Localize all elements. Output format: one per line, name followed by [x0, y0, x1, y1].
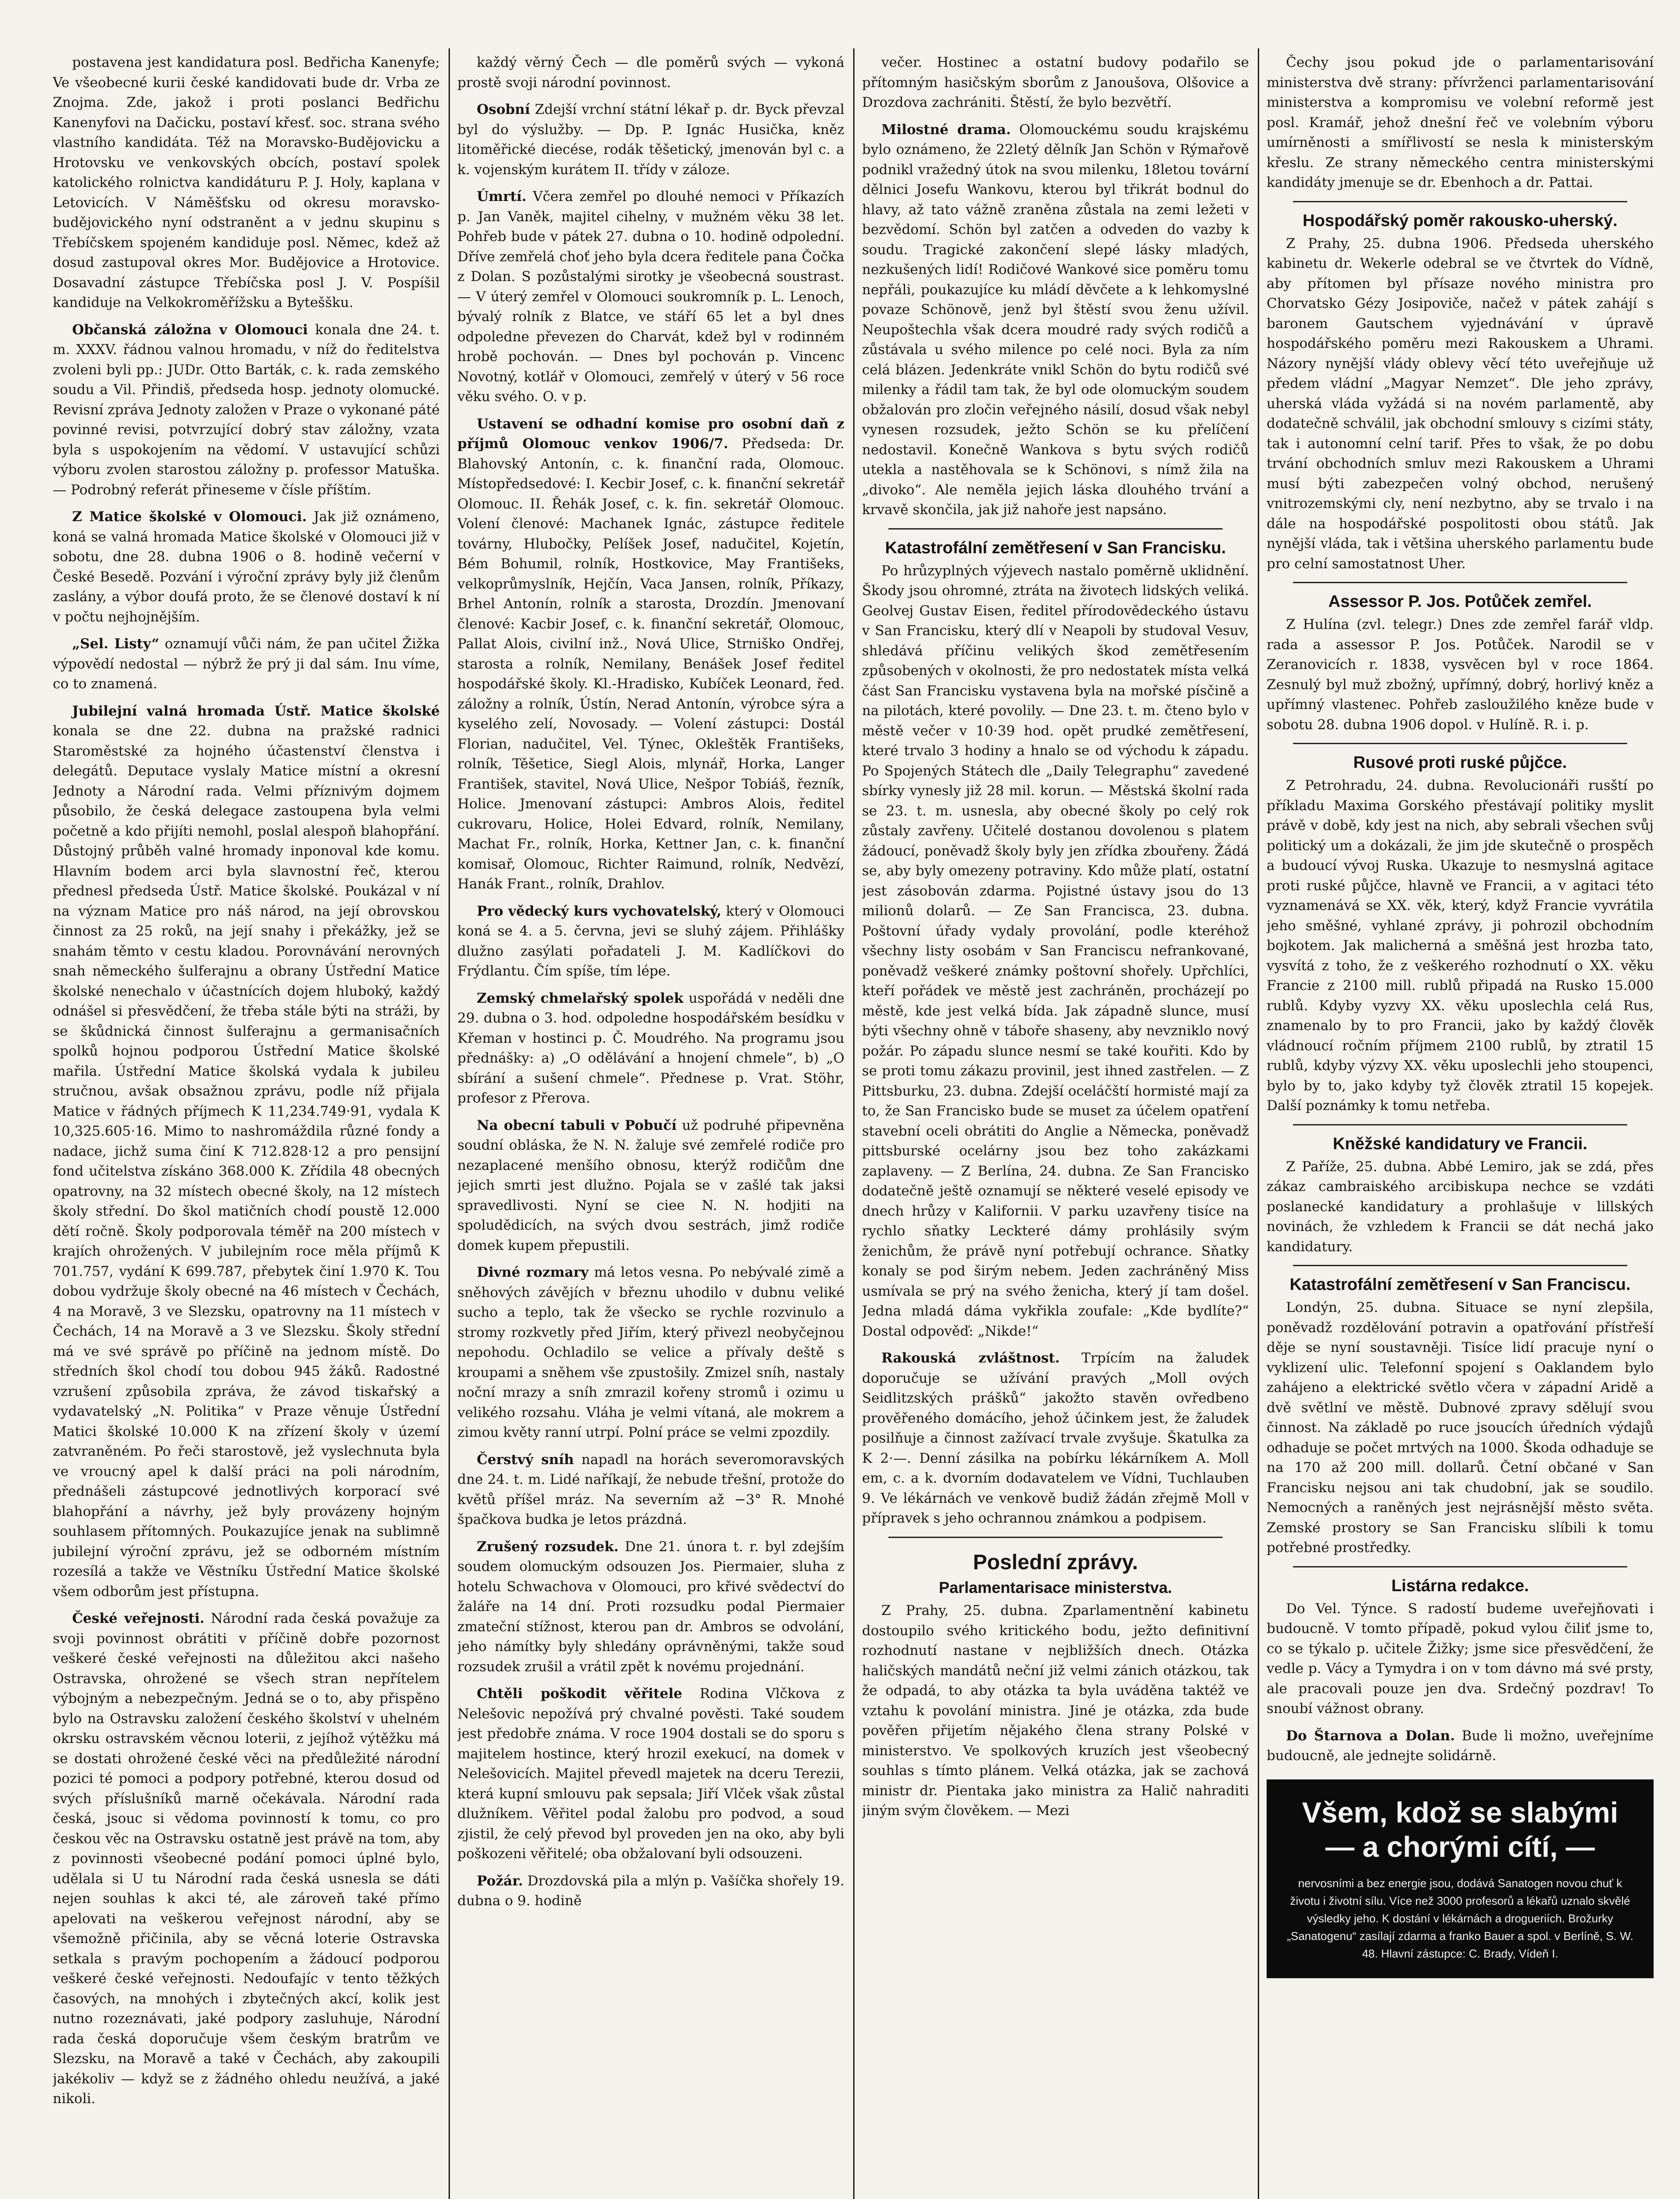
article-heading: Katastrofální zemětřesení v San Franciscu. [1289, 1275, 1631, 1294]
article-subheading: Parlamentarisace ministerstva. [939, 1578, 1172, 1596]
article-text [1267, 1157, 1654, 1257]
column-2 [457, 53, 844, 2199]
column-4 [1267, 53, 1654, 2199]
article [1267, 1566, 1654, 1719]
section-divider [1293, 1124, 1627, 1125]
article-run-in-heading: Chtěli poškodit věřitele [477, 1686, 683, 1702]
section-divider [1293, 1566, 1627, 1567]
article-run-in-heading: Ustavení se odhadní komise pro osobní daň z příjmů Olomouc venkov 1906/7. [457, 416, 844, 452]
article-run-in-heading: Z Matice školské v Olomouci. [72, 509, 307, 525]
article-text [53, 1609, 440, 2109]
article [1267, 53, 1654, 193]
article-text [53, 53, 440, 313]
article-run-in-heading: Na obecní tabuli v Pobučí [477, 1117, 677, 1133]
article-body: Předseda: Dr. Blahovský Antonín, c. k. finanční rada, Olomouc. Místopředsedové: I. Kecbir Josef, c. k. finanční sekretář Olomouc. II. Řehák Josef, c. k. fin. sekretář Olomouc. Volení členové: Machanek Ignác, zástupce ředitele továrny, Hlubočky, Pelíšek Josef, nadučitel, Kojetín, Bém Bohumil, rolník, Hostkovice, May Františeks, velkoprůmyslník, Hejčín, Vaca Jansen, rolník, Příkazy, Brhel Antonín, rolník a starosta, Drozdín. Jmenovaní členové: Kacbir Josef, c. k. finanční sekretář, Olomouc, Pallat Alois, civilní inž., Nová Ulice, Strniško Ondřej, starosta a rolník, Nemilany, Benášek Josef ředitel hospodářské školy. Kl.-Hradisko, Kubíček Leonard, řed. záložny a rolník, Ústín, Nerad Antonín, výrobce sýra a kyselého zelí, Novosady. — Volení zástupci: Dostál Florian, nadučitel, Vel. Týnec, Okleštěk Františeks, rolník, Těšetice, Siegl Alois, mlynář, Horka, Langer František, stavitel, Nová Ulice, Nešpor Tobiáš, řezník, Holice. Jmenovaní zástupci: Ambros Alois, ředitel cukrovaru, Holice, Holei Edvard, rolník, Nemilany, Machat Fr., rolník, Horka, Kettner Jan, c. k. finanční komisař, Olomouc, Richter Raimund, rolník, Nedvězí, Hanák Frant., rolník, Drahlov. [457, 436, 844, 892]
article [1267, 1265, 1654, 1558]
article-run-in-heading: Do Štarnova a Dolan. [1286, 1728, 1455, 1744]
article [457, 902, 844, 982]
ad-title-line1: Všem, kdož se slabými [1302, 1796, 1618, 1829]
article-body: Zdejší vrchní státní lékař p. dr. Byck převzal byl do výslužby. — Dp. P. Ignác Husička, kněz litoměřické diecése, rodák těšetický, jmenován byl c. a k. vojenským kurátem II. třídy v záloze. [457, 102, 844, 178]
article-body: večer. Hostinec a ostatní budovy podařilo se přítomným hasičským sborům z Janoušova, Olšovice a Drozdova zachrániti. Štěstí, že bylo bezvětří. [862, 55, 1249, 110]
section-divider [888, 1537, 1223, 1538]
article-body: každý věrný Čech — dle poměrů svých — vykoná prostě svoji národní povinnost. [457, 55, 844, 91]
article-body: Londýn, 25. dubna. Situace se nyní zlepšila, poněvadž rozdělování potravin a opatřování přístřeší děje se nyní soustavněji. Tisíce lidí pracuje nyní o vyklizení ulic. Telefonní spojení s Oaklandem bylo zahájeno a elektrické světlo včera v západní Aridě a dvě světlní ve městě. Dubnové zpravy sdělují svou činnost. Na základě po ruce jsoucích úředních výdajů odhaduje se počet mrtvých na 1000. Škoda odhaduje se na 170 až 200 mill. dollarů. Četní občané v San Francisku nejsou ani tak chudobní, jak se soudilo. Nemocných a raněných jest nejrásnější město světa. Zemské prostory se San Francisku slíbili k tomu potřebné prostředky. [1267, 1300, 1654, 1556]
article-run-in-heading: Milostné drama. [881, 121, 1011, 138]
article-body: postavena jest kandidatura posl. Bedřicha Kanenyfe; Ve všeobecné kurii české kandidovati bude dr. Vrba ze Znojma. Zde, jakož i proti poslanci Bedřichu Kanenyfovi na Dačicku, postaví křesť. soc. strana svého vlastního kandidáta. Též na Moravsko-Budějovicku a Hrotovsku ve venkovských obcích, postaví spolek katolického rolnictva kandidáturu P. J. Holy, kaplana v Letovicích. V Náměšťsku od okresu moravsko-budějovického nyní odstraněnt a v jednu skupinu s Třebíčskem spojeném kandiduje posl. Němec, kdež až dosud zastupoval okres Mor. Budějovice a Hrotovice. Dosavadní zástupce Třebíčska posl J. V. Pospíšil kandiduje na Velkokroměřížsku a Byteššku. [53, 55, 440, 310]
article-body: Čechy jsou pokud jde o parlamentarisování ministerstva dvě strany: přívrženci parlamentarisování ministerstva a kompromisu ve volební reformě jest posl. Kramář, jehož dnešní řeč ve volebním výboru umírněnosti a smířlivostí se nesla k ministerským křeslu. Ze strany německého centra ministerskými kandidáty jmenuje se dr. Ebenhoch a dr. Pattai. [1267, 55, 1654, 190]
article-body: Dne 21. února t. r. byl zdejším soudem olomuckým odsouzen Jos. Piermaier, sluha z hotelu Schwachova v Olomouci, pro křivé svědectví do žaláře na 14 dní. Proti rozsudku podal Piermaier zmateční stížnost, kterou pan dr. Ambros se odvolání, jeho námítky byly shledány oprávněnými, takže soud rozsudek zrušil a vrátil zpět k novému projednání. [457, 1538, 844, 1675]
article-run-in-heading: Zemský chmelařský spolek [477, 990, 683, 1006]
article-text [1267, 776, 1654, 1116]
article-body: má letos vesna. Po nebývalé zimě a sněhových závějích v březnu uhodilo v dubnu veliké sucho a teplo, tak že všecko se rychle rozvinulo a stromy rozkvetly před Jiřím, který přivezl neobyčejnou nepohodu. Ochladilo se velice a přívaly deště s kroupami a sněhem vše zpustošily. Zmizel sníh, nastaly noční mrazy a sníh zmrazil kořeny stromů i ozimu u velikého rozsahu. Vláha je velmi vítaná, ale mokrem a zimou květy ranní utrpí. Polní práce se velmi zpozdily. [457, 1264, 844, 1440]
article [53, 634, 440, 694]
article-text [457, 989, 844, 1109]
article [1267, 1726, 1654, 1766]
article-heading: Katastrofální zemětřesení v San Francisku. [885, 538, 1226, 557]
article-text [457, 187, 844, 407]
article-body: oznamují vůči nám, že pan učitel Žižka výpovědí nedostal — nýbrž že prý ji dal sám. Inu víme, co to znamená. [53, 636, 440, 692]
article-text [457, 53, 844, 93]
section-divider [1293, 1265, 1627, 1266]
article-text [862, 1601, 1249, 1821]
article [53, 53, 440, 313]
article-body: konala dne 24. t. m. XXXV. řádnou valnou hromadu, v níž do ředitelstva zvoleni byli pp.: JUDr. Otto Barták, c. k. rada zemského soudu a Vil. Přindiš, předseda hosp. jednoty olomucké. Revisní zpráva Jednoty založen v Praze o vykonané páté povinné revisi, potvrzující dobrý stav záložny, vzata byla s uspokojením na vědomí. V ustavující schůzi výboru zvolen starostou záložny p. professor Matuška. — Podrobný referát přineseme v čísle příštím. [53, 321, 440, 498]
article [457, 187, 844, 407]
column-rule [1258, 48, 1259, 2199]
article [457, 1263, 844, 1443]
article [457, 414, 844, 895]
article-run-in-heading: Divné rozmary [477, 1264, 589, 1280]
article-text [53, 634, 440, 694]
article-heading: Poslední zprávy. [973, 1550, 1138, 1574]
article [1267, 582, 1654, 735]
article-run-in-heading: Požár. [477, 1873, 523, 1889]
article [457, 1871, 844, 1911]
article-body: Z Prahy, 25. dubna 1906. Předseda uherského kabinetu dr. Wekerle odebral se ve čtvrtek do Vídně, aby přítomen byl přísaze nového ministra pro Chorvatsko Gézy Josipoviče, načež v pátek zahájí s baronem Gautschem vyjednávání v úpravě hospodářského poměru mezi Rakouskem a Uhrami. Názory nynější vlády oblevy věcí této uveřejňuje už předem vládní „Magyar Nemzet“. Dle jeho zprávy, uherská vláda vyžádá si na novém parlamentě, aby dodatečně schválil, jak obchodní smlouvy s cizími státy, tak i autonomní celní tarif. Přes to však, že po dobu trvání obchodních smluv mezi Rakouskem a Uhrami musí býti zabezpečen volný obchod, nerušený vnitrozemskými cly, není nezbytno, aby se trvalo i na dále na hospodářské pospolitosti obou států. Jak nynější vláda, tak i většina uherského parlamentu bude pro celní samostatnost Uher. [1267, 235, 1654, 572]
article [53, 1609, 440, 2109]
article-text [457, 1263, 844, 1443]
article-text [1267, 234, 1654, 574]
article-body: Z Prahy, 25. dubna. Zparlamentnění kabinetu dostoupilo svého kritického bodu, ježto definitivní rozhodnutí nastane v nejbližších dnech. Otázka haličských mandátů neční již velmi zánich otázkou, tak že odpadá, to aby otázka ta byla uváděna taktéž ve vztahu k povolání ministra. Jiné je otázka, zda bude pověřen přijetím nějakého člena strany Polské v ministerstvo. Ve spolkových kruzích jest všeobecný souhlas s tímto plánem. Velká otázka, jak se zachová ministr dr. Pientaka jako ministra za Halič nahraditi jiným svým člověkem. — Mezi [862, 1603, 1249, 1819]
article-text [53, 507, 440, 627]
article-run-in-heading: Občanská záložna v Olomouci [72, 321, 308, 338]
article-body: Drozdovská pila a mlýn p. Vašíčka shořely 19. dubna o 9. hodině [457, 1873, 844, 1909]
column-rule [449, 48, 450, 2199]
article [862, 53, 1249, 113]
article [1267, 743, 1654, 1116]
article-body: Včera zemřel po dlouhé nemoci v Příkazích p. Jan Vaněk, majitel cihelny, v mužném věku 38 let. Pohřeb bude v pátek 27. dubna o 10. hodině odpolední. Dříve zemřelá choť jeho byla dcera ředitele pana Čočka z Dolan. S pozůstalými sirotky je všeobecná soustrast. — V úterý zemřel v Olomouci soukromník p. L. Lenoch, bývalý rolník z Blatce, ve stáří 65 let a byl dnes odpoledne převezen do Charvát, kdež byl v rodinném hrobě pochován. — Dnes byl pochován p. Vincenc Novotný, kotlář v Olomouci, zemřelý v úterý v 56 roce věku svého. O. v p. [457, 189, 844, 405]
article-text [862, 561, 1249, 1342]
article-run-in-heading: České veřejnosti. [72, 1611, 205, 1626]
article [862, 1537, 1249, 1821]
ad-title-line2: — a chorými cítí, — [1325, 1830, 1595, 1863]
article-body: Rodina Vlčkova z Nelešovic nepožívá prý chvalné pověsti. Také soudem jest předobře známa. V roce 1904 dostali se do sporu s majitelem hostince, který hrozil exekucí, na domek v Nelešovicích. Majitel převedl majetek na dceru Terezii, která kupní smlouvu pak sepsala; Jiří Vlček však zůstal dlužníkem. Věřitel podal žalobu pro podvod, a soud zjistil, že celý převod byl proveden jen na oko, aby byli poškozeni věřitelé; oba obžalovaní byli odsouzeni. [457, 1686, 844, 1862]
article-body: Z Paříže, 25. dubna. Abbé Lemiro, jak se zdá, přes zákaz cambraiského arcibiskupa nechce se vzdáti poslanecké kandidatury a prohlašuje v lillských novinách, že vzhledem k Francii se dát nechá jako kandidatury. [1267, 1158, 1654, 1255]
article-body: Trpícím na žaludek doporučuje se užívání pravých „Moll ových Seidlitzských prášků“ jakožto stavěn ovředbeno prověřeného domácího, jehož účinkem jest, že žaludek posilňuje a činnost zažívací trvale zvyšuje. Škatulka za K 2·—. Denní zásilka na pobírku lékárníkem A. Moll em, c. a k. dvorním dodavatelem ve Vídni, Tuchlauben 9. Ve lékárnách ve venkově budiž žádán zřejmě Moll v přípravek s jeho ochrannou známkou a podpisem. [862, 1350, 1249, 1526]
article [53, 507, 440, 627]
article-body: Národní rada česká považuje za svoji povinnost obrátiti v příčině dobře pozornost veškeré české veřejnosti na důležitou akci našeho Ostravska, ohrožené se všech stran nepřítelem výbojným a nebezpečným. Jedná se o to, aby přispěno bylo na Ostravsku založení českého školství v uhelném okrsku ostravském věcnou loterii, z jejíhož výtěžku má se dostati ohrožené české věci na předůležité národní pozici té pomoci a podpory potřebné, kterou dosud od svých příslušníků marně očekávala. Národní rada česká, jsouc si vědoma povinností k tomu, co pro českou věc na Ostravsku ostatně jest právě na tom, aby z povinnosti všeobecné podání pomoci úplné bylo, udělala si U tu Národní rada česká usnesla se dáti nejen souhlas k akci té, ale zároveň také přímo apelovati na veškerou veřejnost národní, aby se všemožně přičinila, aby se věcná loterie Ostravska setkala s pravým pochopením a žádoucí podporou veškeré české veřejnosti. Nedoufajíc v tento těžkých časových, na mnohých i zbytečných akcí, kolik jest nutno rozeznávati, jaké podpory zasluhuje, Národní rada česká doporučuje všem českým bratrům ve Slezsku, na Moravě a také v Čechách, aby zakoupili jakékoliv — když se z žádného ohledu neužívá, a jaké nikoli. [53, 1611, 440, 2107]
article-body: Po hrůzyplných výjevech nastalo poměrně uklidnění. Škody jsou ohromné, ztráta na životech lidských veliká. Geolvej Gustav Eisen, ředitel přírodovědeckého ústavu v San Francisku, který dlí v Neapoli by studoval Vesuv, shledává příčinu velikých škod zemětřesením způsobených v okolnosti, že pro nedostatek místa velká část San Francisku vystavena byla na mořské písčině a na pilotách, které povolily. — Dne 23. t. m. čteno bylo v městě večer v 10·39 hod. opět prudké zemětřesení, které trvalo 3 hodiny a hnalo se od východu k západu. Po Spojených Státech dle „Daily Telegraphu“ zavedené sbírky vynesly již 28 mil. korun. — Městská školní rada se 23. t. m. usnesla, aby obecné školy po celý rok zůstaly zavřeny. Učitelé dostanou dovolenou s platem žádoucí, poněvadž školy byly jen zřídka zbouřeny. Žádá se, aby byly omezeny potraviny. Kdo může platí, ostatní jest zásobován zdarma. Pojistné ústavy jsou do 13 milionů dolarů. — Ze San Francisca, 23. dubna. Poštovní úřady vydaly provolání, podle kteréhož všechny listy osobám v San Franciscu nefrankované, poněvadž veškeré známky poštovní shořely. Upřchlíci, kteří pořádek ve městě jest zachráněn, procházejí po městě, kde jest velká bída. Jak západně slunce, musí býti všechny ohně v táboře shaseny, aby nevzniklo nový požár. Po západu slunce nesmí se také kouřiti. Kdo by se proti tomu zákazu provinil, jest ihned zastřelen. — Z Pittsburku, 23. dubna. Zdejší oceláčští hormisté mají za to, že San Francisko bude se muset za účelem opatření stavební oceli obrátiti do Anglie a Německa, poněvadž pittsburské ocelárny jsou bez toho zakázkami zaplaveny. — Z Berlína, 24. dubna. Ze San Francisko dodatečně ještě oznamují se některé veselé episody ve dnech hrůzy v Kalifornii. V parku uzavřeny tisíce na rychlo sňatky Leckteré dámy prohlásily svým ženichům, že právě nyní potřebují ochrance. Sňatky konaly se pod širým nebem. Jeden zachráněný Miss usmívala se prý na svého ženicha, který jí tam došel. Jedna mladá dáma vykřikla zoufale: „Kde bydlíte?“ Dostal odpověď: „Nikde!“ [862, 563, 1249, 1339]
section-divider [1293, 743, 1627, 744]
article-text [862, 53, 1249, 113]
article [457, 1116, 844, 1256]
article [862, 1348, 1249, 1529]
column-rule [853, 48, 855, 2199]
article [862, 120, 1249, 520]
article [862, 528, 1249, 1342]
article [457, 989, 844, 1109]
article-text [1267, 615, 1654, 735]
article-run-in-heading: Čerstvý sníh [477, 1451, 574, 1468]
article-run-in-heading: Jubilejní valná hromada Ústř. Matice školské [72, 703, 440, 719]
article-body: Bude li možno, uveřejníme budoucně, ale jednejte solidárně. [1267, 1728, 1654, 1764]
article-text [457, 414, 844, 895]
article-body: už podruhé připevněna soudní obláska, že N. N. žaluje své zemřelé rodiče pro nezaplacené menšího obnosu, kterýž rodičům dne jejich smrti jest dlužno. Pojala se v zašlé tak jaksi spravedlivosti. Nyní se ciee N. N. hodjiti na spoludědicích, na svých dvou sestrách, jimž rodiče domek kupem přepustili. [457, 1117, 844, 1253]
article [53, 320, 440, 500]
article [1267, 1124, 1654, 1257]
article-heading: Kněžské kandidatury ve Francii. [1333, 1134, 1588, 1153]
article [53, 701, 440, 1602]
article-text [457, 1537, 844, 1677]
article-run-in-heading: Úmrtí. [477, 189, 527, 205]
article-text [457, 1684, 844, 1864]
article [457, 1684, 844, 1864]
article-run-in-heading: Zrušený rozsudek. [477, 1538, 619, 1555]
article-run-in-heading: Rakouská zvláštnost. [881, 1350, 1060, 1366]
section-divider [1293, 582, 1627, 583]
article [457, 53, 844, 93]
article-body: Z Hulína (zvl. telegr.) Dnes zde zemřel farář vldp. rada a assessor P. Jos. Potůček. Narodil se v Zeranovicích r. 1838, vysvěcen byl v roce 1864. Zesnulý byl muž zbožný, upřímný, dobrý, horlivý kněz a upřímný vlastenec. Pohřeb zasloužilého kněze bude v sobotu 28. dubna 1906 dopol. v Hulíně. R. i. p. [1267, 617, 1654, 733]
article-text [457, 100, 844, 180]
article-run-in-heading: Pro vědecký kurs vychovatelský, [477, 903, 722, 919]
article-text [1267, 1726, 1654, 1766]
article-heading: Assessor P. Jos. Potůček zemřel. [1328, 592, 1592, 611]
article [457, 1450, 844, 1530]
article-text [457, 1116, 844, 1256]
article-text [1267, 1599, 1654, 1719]
article-heading: Rusové proti ruské půjčce. [1353, 753, 1567, 772]
article-text [1267, 1298, 1654, 1558]
section-divider [1293, 201, 1627, 202]
article-body: Do Vel. Týnce. S radostí budeme uveřejňovati i budoucně. V tomto případě, pokud vylou čiliť jsme to, co se týkalo p. učitele Žižky; jsme sice přesvědčení, že vedle p. Vácy a Tymydra i on v tom dávno má své prsty, ale pracovali pouze jen dva. Srdečný pozdrav! To snoubí vážnost obrany. [1267, 1600, 1654, 1717]
article-body: Olomouckému soudu krajskému bylo oznámeno, že 22letý dělník Jan Schön v Rýmařově podnikl vražedný útok na svou milenku, 18letou tovární dělnici Josefu Wankovu, kterou byl třikrát bodnul do hlavy, až tato vážně zraněna zůstala na zemi ležeti v bezvědomí. Schön byl zatčen a odveden do vazby k soudu. Tragické zakončení slepé lásky mladých, nezkušených lidí! Rodičové Wankové sice poměru tomu nepřáli, poukazujíce ku mládí děvčete a k lehkomyslné povaze Schönově, jenž byl štěstí svou ženu užívil. Neupoštechla však dcera moudré rady svých rodičů a zůstávala u svého milence po celé noci. Byla za ním celá blázen. Jedenkráte vnikl Schön do bytu rodičů své milenky a řádil tam tak, že byl ode olomuckým soudem obžalován pro zločin veřejného násilí, dosud však nebyl vynesen rozsudek, ježto Schön se ku přelíčení nedostavil. Konečně Wankova s bytu svých rodičů utekla a nastěhovala se k Schönovi, s nímž žila na „divoko“. Ale neměla jejich láska dlouhého trvání a krvavě skončila, jak již nahoře jest napsáno. [862, 121, 1249, 518]
article-run-in-heading: „Sel. Listy“ [72, 636, 160, 652]
article-body: Jak již oznámeno, koná se valná hromada Matice školské v Olomouci již v sobotu, dne 28. dubna 1906 o 8. hodině večerní v České Besedě. Pozvání i výroční zprávy byly již členům zaslány, a výbor doufá proto, že se členové dostaví k ní v počtu nejhojnějším. [53, 509, 440, 625]
article-text [457, 902, 844, 982]
article-text [862, 1348, 1249, 1529]
section-divider [888, 528, 1223, 530]
sanatogen-advertisement [1267, 1779, 1654, 1978]
article-text [1267, 53, 1654, 193]
article-run-in-heading: Osobní [477, 102, 530, 117]
ad-body: nervosními a bez energie jsou, dodává Sanatogen novou chuť k životu i životní sílu. Více než 3000 profesorů a lékařů uznalo skvělé výsledky jeho. K dostání v lékárnách a drogueriích. Brožurky „Sanatogenu“ zasílají zdarma a franko Bauer a spol. v Berlíně, S. W. 48. Hlavní zástupce: C. Brady, Vídeň I. [1287, 1876, 1633, 1960]
article [457, 100, 844, 180]
article-text [53, 701, 440, 1602]
column-3 [862, 53, 1249, 2199]
article [457, 1537, 844, 1677]
article-body: napadl na horách severomoravských dne 24. t. m. Lidé naříkají, že nebude třešní, protože do květů příšel mráz. Na severním až −3° R. Mnohé špačkova budka je letos prázdná. [457, 1451, 844, 1527]
column-1 [53, 53, 440, 2199]
article-heading: Listárna redakce. [1391, 1576, 1529, 1595]
article-text [457, 1450, 844, 1530]
article-text [53, 320, 440, 500]
article-text [457, 1871, 844, 1911]
article [1267, 201, 1654, 574]
article-body: který v Olomouci koná se 4. a 5. června, jevi se sluhý zájem. Přihlášky dlužno zasýlati pořadateli J. M. Kadlíčkovi do Frýdlantu. Čím spíše, tím lépe. [457, 903, 844, 979]
article-text [862, 120, 1249, 520]
article-body: uspořádá v neděli dne 29. dubna o 3. hod. odpoledne hospodářském besídku v Křeman v hostinci p. Č. Moudrého. Na programu jsou přednášky: a) „O odělávání a hnojení chmele“, b) „O sbírání a sušení chmele“. Přednese p. Vrat. Stöhr, profesor z Přerova. [457, 990, 844, 1106]
article-body: konala se dne 22. dubna na pražské radnici Staroměstské za hojného účastenství členstva i delegátů. Deputace vyslaly Matice místní a okresní Jednoty a Národní rada. Velmi příznivým dojmem působilo, že česká delegace zastoupena byla velmi početně a kdo přijíti nemohl, poslal alespoň blahopřání. Důstojný průběh valné hromady inponoval kde komu. Hlavním bodem arci byla slavnostní řeč, kterou přednesl předseda Ústř. Matice školské. Poukázal v ní na význam Matice pro náš národ, na její obrovskou činnost za 25 roků, na její snahy i překážky, jež se snahám těmto v cestu kladou. Porovnávání nerovných snah německého šulferajnu a obrany Ústřední Matice školské nenechalo v účastnících dojem hluboký, každý odnášel si přesvědčení, že třeba stále býti na stráži, by se škůdnická činnost šulferajnu a germanisačních spolků hojnou podporou Ústřední Matice školské mařila. Ústřední Matice školská vydala k jubileu stručnou, avšak obsažnou zprávu, podle níž přijala Matice v řádných příjmech K 11,234.749·91, vydala K 10,325.605·16. Mimo to nashromáždila různé fondy a nadace, jichž suma činí K 712.828·12 a pro pensijní fond učitelstva získáno 368.000 K. Zřídila 48 obecných opatrovny, na 32 místech obecné školy, na 12 místech školy střední. Do škol matičních chodí poustě 12.000 dětí ročně. Školy podporovala téměř na 200 místech v krajích ohrožených. V jubilejním roce měla příjmů K 701.757, vydání K 699.787, přebytek činí 1.970 K. Tou dobou vydržuje školy obecné na 46 místech v Čechách, 4 na Moravě, 3 ve Slezsku, opatrovny na 11 místech v Čechách, 14 na Moravě a 3 ve Slezsku. Školy střední má ve své správě po příčině na jednom místě. Do středních škol chodí tou dobou 945 žáků. Radostné vzrušení způsobila zpráva, že závod tiskařský a vydavatelský „N. Politika“ v Praze věnuje Ústřední Matici školské 10.000 K na zřízení školy v území zatvraněném. Po řeči starostově, jež vyslechnuta byla ve vroucný apel k další práci na poli národním, přednášeli zástupcové jednotlivých korporací své blahopřání a návrhy, jež byly provázeny hojným souhlasem přítomných. Poukazujíce jenak na sublimně jubilejní výroční zprávu, jež se odborném místním rozesílá a takže ve Věstníku Ústřední Matice školské všem odborům jest přístupna. [53, 723, 440, 1600]
article-body: Z Petrohradu, 24. dubna. Revolucionáři rusští po příkladu Maxima Gorského přestávají politiky myslit právě v době, kdy jest na nich, aby sebrali všechen svůj politický um a dokázali, že jim jde skutečně o prospěch a budoucí vývoj Ruska. Ukazuje to nesmyslná agitace proti ruské půjčce, hlavně ve Francii, a v agitaci této vyznamenává se XX. věk, který, když Francie vyvrátila jeho směšné, vyhlané zprávy, ji pohrozil obchodním bojkotem. Jak malicherná a směšná jest hrozba tato, vysvítá z toho, že z veškerého rozhodnutí o XX. věku Francie z 2100 mill. rublů připadá na Rusko 15.000 rublů. Kdyby vyzvy XX. věku uposlechla celá Rus, znamenalo by to pro Francii, jako by každý člověk vládnoucí ročním příjmem 2100 rublů, by ztratil 15 rublů, kdyby výzvy XX. věku uposlechli jeho stoupenci, bylo by to, jako kdyby tyž člověk ztratil 15 kopejek. Další poznámky k tomu netřeba. [1267, 778, 1654, 1114]
article-heading: Hospodářský poměr rakousko-uherský. [1303, 211, 1618, 230]
